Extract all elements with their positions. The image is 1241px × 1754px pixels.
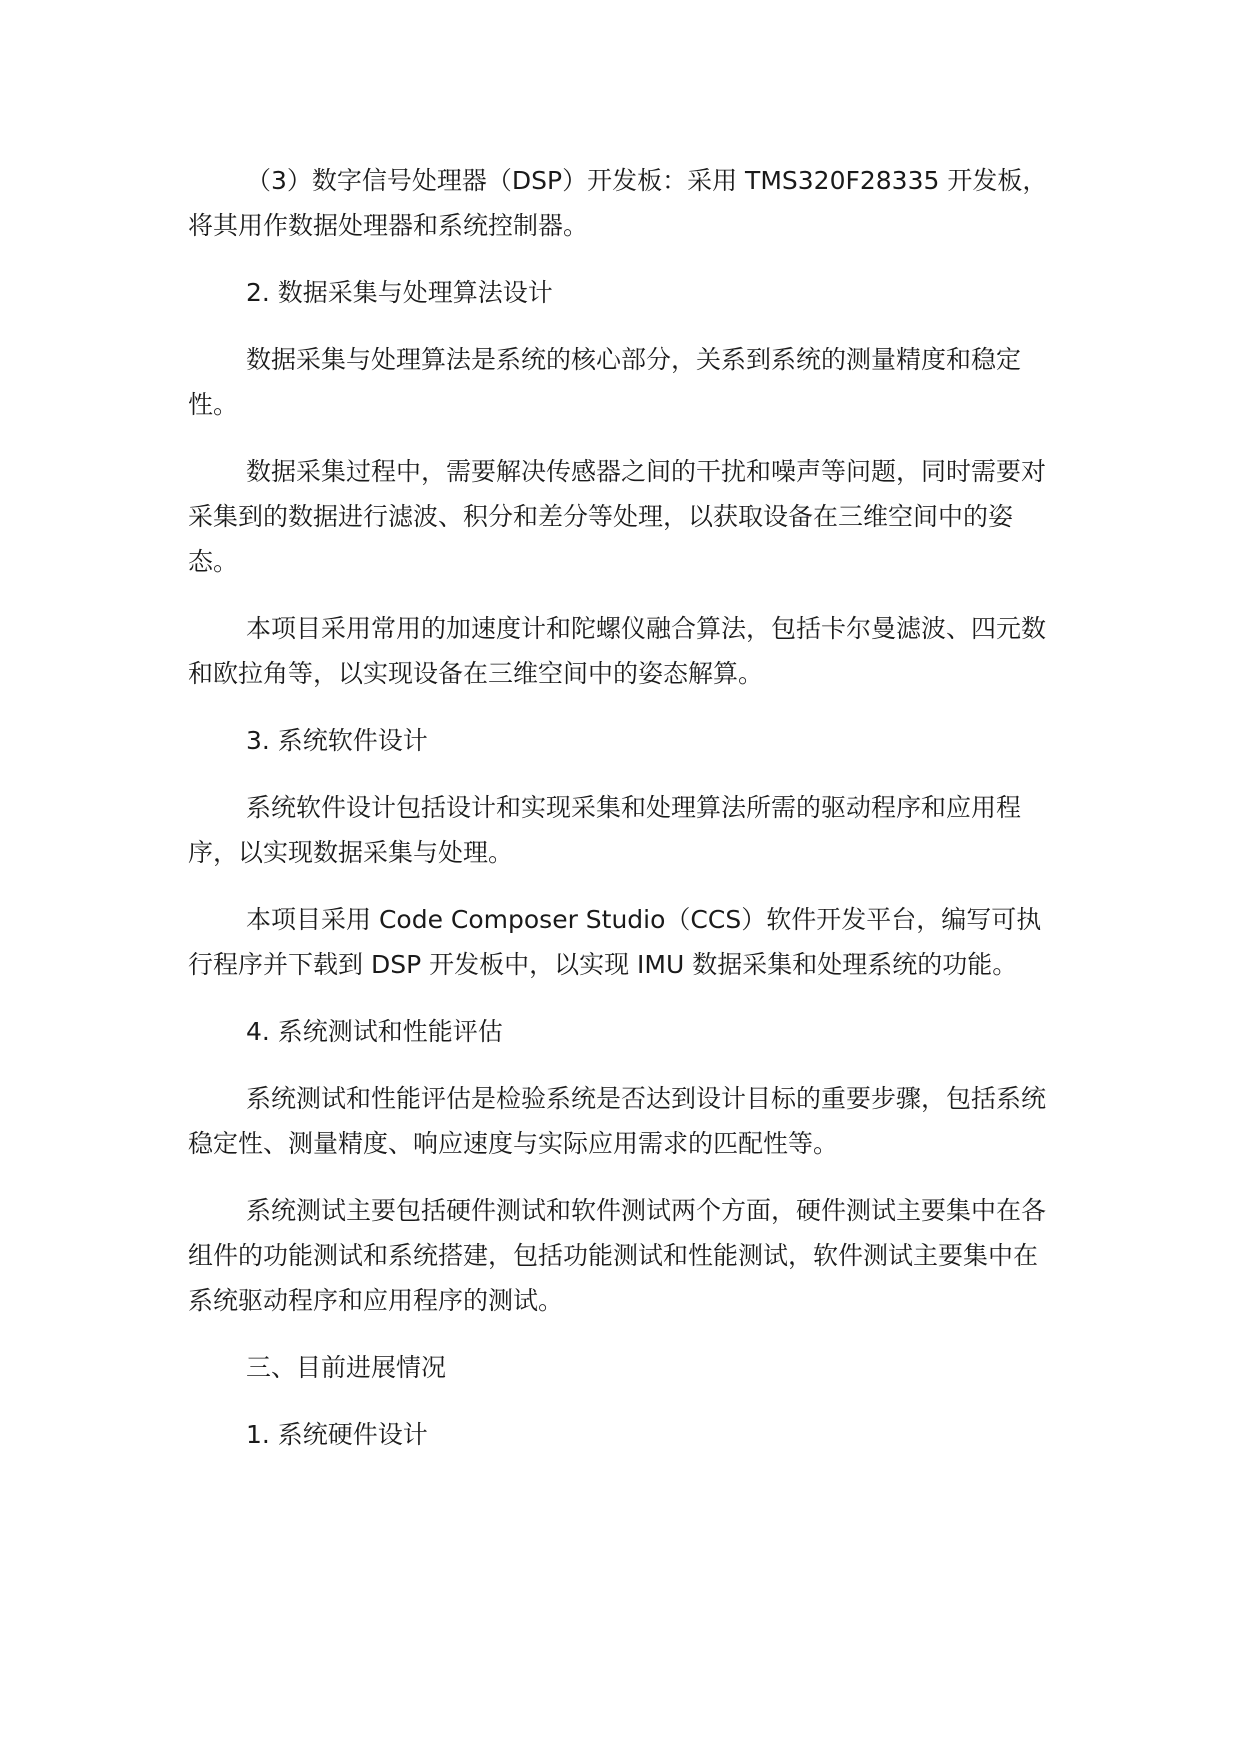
document-body	[188, 158, 1060, 1479]
section-heading-hardware-design: 1. 系统硬件设计	[246, 1420, 428, 1449]
paragraph-ccs-platform: 本项目采用 Code Composer Studio（CCS）软件开发平台，编写可执行程序并下载到 DSP 开发板中，以实现 IMU 数据采集和处理系统的功能。	[188, 905, 1042, 979]
paragraph-testing-evaluation: 系统测试和性能评估是检验系统是否达到设计目标的重要步骤，包括系统稳定性、测量精度、响应速度与实际应用需求的匹配性等。	[188, 1084, 1047, 1158]
paragraph-software-design: 系统软件设计包括设计和实现采集和处理算法所需的驱动程序和应用程序，以实现数据采集与处理。	[188, 793, 1022, 867]
paragraph-fusion-algorithm: 本项目采用常用的加速度计和陀螺仪融合算法，包括卡尔曼滤波、四元数和欧拉角等，以实现设备在三维空间中的姿态解算。	[188, 614, 1047, 688]
section-heading-testing: 4. 系统测试和性能评估	[246, 1017, 503, 1046]
section-heading-progress: 三、目前进展情况	[246, 1353, 447, 1382]
section-heading-software-design: 3. 系统软件设计	[246, 726, 428, 755]
paragraph-algorithm-core: 数据采集与处理算法是系统的核心部分，关系到系统的测量精度和稳定性。	[188, 345, 1022, 419]
paragraph-dsp-board: （3）数字信号处理器（DSP）开发板：采用 TMS320F28335 开发板，将其用作数据处理器和系统控制器。	[188, 166, 1048, 240]
section-heading-data-algorithm: 2. 数据采集与处理算法设计	[246, 278, 553, 307]
paragraph-data-acquisition: 数据采集过程中，需要解决传感器之间的干扰和噪声等问题，同时需要对采集到的数据进行滤波、积分和差分等处理，以获取设备在三维空间中的姿态。	[188, 457, 1047, 576]
paragraph-testing-scope: 系统测试主要包括硬件测试和软件测试两个方面，硬件测试主要集中在各组件的功能测试和系统搭建，包括功能测试和性能测试，软件测试主要集中在系统驱动程序和应用程序的测试。	[188, 1196, 1047, 1315]
